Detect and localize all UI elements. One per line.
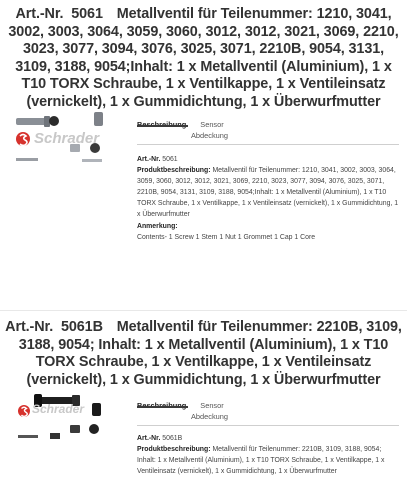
product-artnr: Art.-Nr. 5061B — [5, 319, 103, 335]
schrader-logo-text: Schrader — [34, 130, 100, 147]
product-title — [0, 313, 407, 388]
product-card-5061 — [0, 0, 407, 241]
detail-description: Produktbeschreibung: Metallventil für Teilenummer: 2210B, 3109, 3188, 9054; Inhalt: 1 x Metallventil (Aluminium), 1 x T10 TORX Schraube, 1 x Ventilkappe, 1 x Ventileinsatz (vernickelt), 1 x Gummidichtung, 1 x Überwurfmutter — [137, 446, 385, 476]
valve-kit-image — [10, 389, 115, 459]
tab-sensor[interactable]: Sensor — [200, 120, 224, 129]
tab-abdeckung[interactable]: Abdeckung — [191, 412, 228, 421]
product-image — [10, 108, 115, 178]
product-title-text: Metallventil für Teilenummer: 1210, 3041, 3002, 3003, 3064, 3059, 3060, 3012, 3012, 3021, 3069, 2210, 3023, 3077, 3094, 3076, 3025, 3071, 2210B, 9054, 3131, 3109, 3188, 9054;Inhalt: 1 x Metallventil (Aluminium), 1 x T10 TORX Schraube, 1 x Ventilkappe, 1 x Ventileinsatz (vernickelt), 1 x Gummidichtung, 1 x Überwurfmutter — [8, 6, 399, 110]
detail-note-value: Contents- 1 Screw 1 Stem 1 Nut 1 Grommet 1 Cap 1 Core — [137, 233, 316, 241]
tab-divider — [137, 425, 399, 426]
product-tabs — [137, 395, 399, 426]
active-tab-indicator — [137, 125, 188, 127]
tab-abdeckung[interactable]: Abdeckung — [191, 131, 228, 140]
product-image — [10, 389, 115, 459]
product-title — [0, 0, 407, 110]
product-details — [137, 154, 399, 243]
detail-artnr: Art.-Nr. 5061 — [137, 156, 178, 163]
product-title-text: Metallventil für Teilenummer: 2210B, 3109, 3188, 9054; Inhalt: 1 x Metallventil (Aluminium), 1 x T10 TORX Schraube, 1 x Ventilkappe, 1 x Ventileinsatz (vernickelt), 1 x Gummidichtung, 1 x Überwurfmutter — [18, 319, 402, 388]
product-artnr: Art.-Nr. 5061 — [15, 6, 103, 22]
tab-divider — [137, 144, 399, 145]
product-separator — [0, 310, 407, 311]
detail-description: Produktbeschreibung: Metallventil für Teilenummer: 1210, 3041, 3002, 3003, 3064, 3059, 3060, 3012, 3012, 3021, 3069, 2210, 3023, 3077, 3094, 3076, 3025, 3071, 2210B, 9054, 3131, 3109, 3188, 9054;Inhalt: 1 x Metallventil (Aluminium), 1 x T10 TORX Schraube, 1 x Ventilkappe, 1 x Ventileinsatz (vernickelt), 1 x Gummidichtung, 1 x Überwurfmutter — [137, 167, 399, 219]
product-details — [137, 433, 399, 477]
product-tabs — [137, 114, 399, 145]
schrader-logo-text: Schrader — [32, 402, 85, 416]
detail-artnr: Art.-Nr. 5061B — [137, 435, 183, 442]
detail-note-label: Anmerkung: — [137, 222, 178, 230]
product-card-5061b — [0, 313, 407, 476]
tab-sensor[interactable]: Sensor — [200, 401, 224, 410]
active-tab-indicator — [137, 406, 188, 408]
